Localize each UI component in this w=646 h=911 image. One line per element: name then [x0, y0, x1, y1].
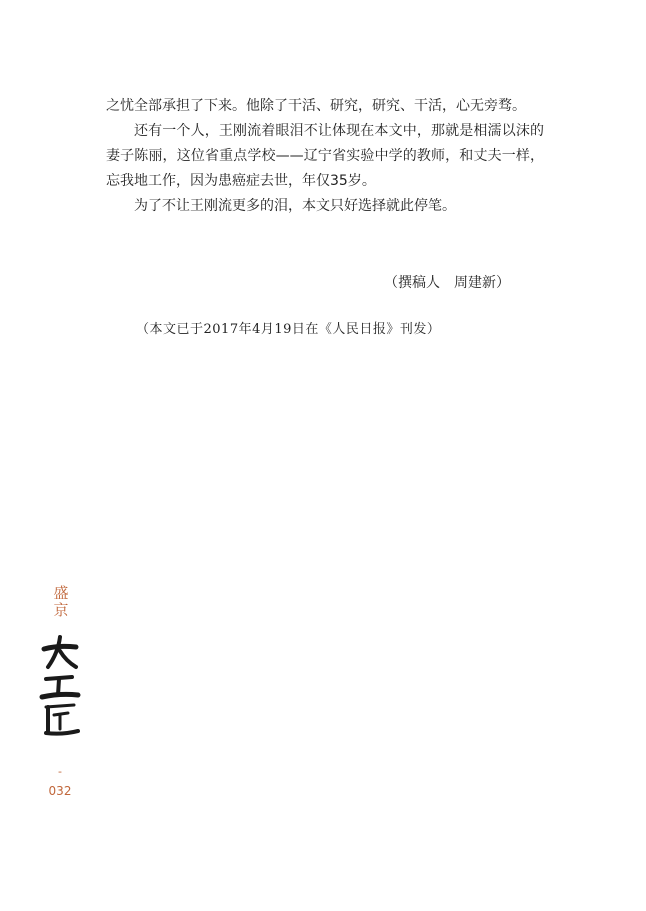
byline: （撰稿人 周建新） [384, 275, 510, 291]
page-sidebar [30, 585, 90, 798]
publication-note: （本文已于2017年4月19日在《人民日报》刊发） [136, 322, 441, 337]
book-series-title: 盛京 [51, 585, 70, 619]
paragraph: 之忧全部承担了下来。他除了干活、研究，研究、干活，心无旁骛。 [106, 98, 526, 114]
paragraph: 为了不让王刚流更多的泪，本文只好选择就此停笔。 [134, 198, 456, 214]
page-divider: - [58, 765, 62, 778]
page-number: 032 [48, 784, 72, 798]
paragraph: 还有一个人，王刚流着眼泪不让体现在本文中，那就是相濡以沫的妻子陈丽，这位省重点学校——辽宁省实验中学的教师，和丈夫一样，忘我地工作，因为患癌症去世，年仅35岁。 [106, 123, 544, 189]
article-body [106, 94, 544, 219]
calligraphy-logo [38, 635, 82, 739]
